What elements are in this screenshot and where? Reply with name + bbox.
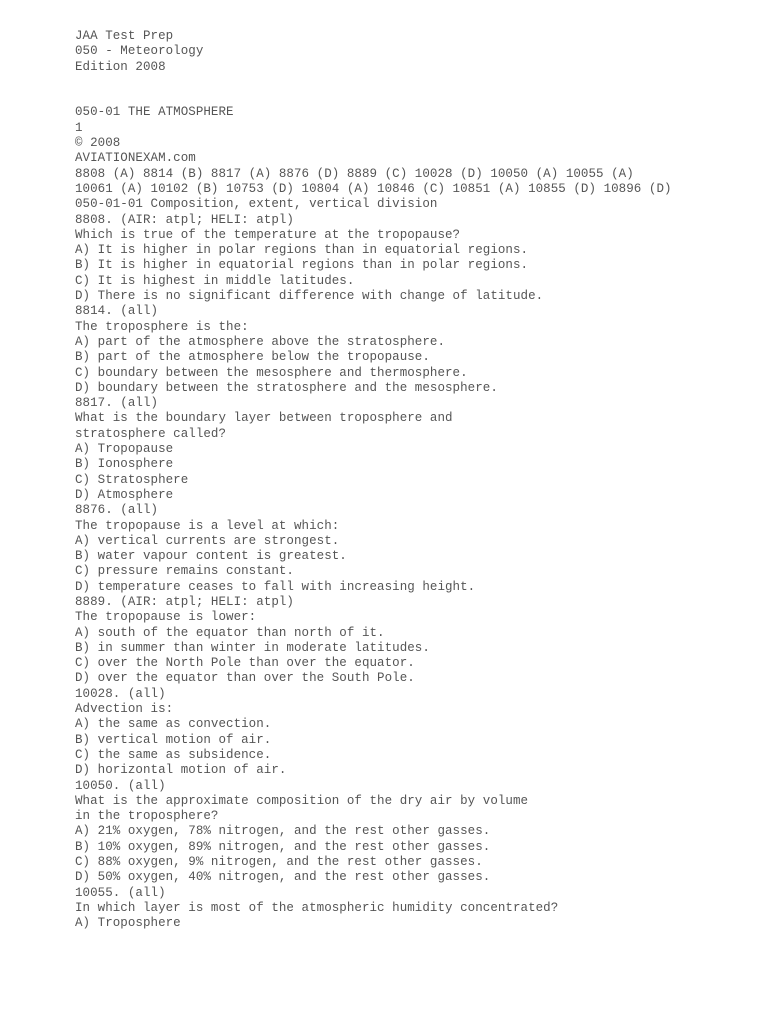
text-line: B) vertical motion of air.: [75, 732, 272, 747]
text-line: A) part of the atmosphere above the stratosphere.: [75, 334, 446, 349]
text-line: The tropopause is a level at which:: [75, 518, 340, 533]
text-line: A) Tropopause: [75, 442, 174, 457]
text-line: A) the same as convection.: [75, 717, 272, 732]
text-line: C) 88% oxygen, 9% nitrogen, and the rest other gasses.: [75, 855, 483, 870]
text-line: A) Troposphere: [75, 916, 181, 931]
text-line: 8808. (AIR: atpl; HELI: atpl): [75, 212, 294, 227]
text-line: 8814. (all): [75, 304, 159, 319]
text-line: Which is true of the temperature at the tropopause?: [75, 227, 461, 242]
text-line: 8808 (A) 8814 (B) 8817 (A) 8876 (D) 8889 (C) 10028 (D) 10050 (A) 10055 (A): [75, 166, 634, 181]
text-line: 050-01-01 Composition, extent, vertical division: [75, 197, 438, 212]
text-line: A) It is higher in polar regions than in equatorial regions.: [75, 243, 529, 258]
text-line: What is the boundary layer between troposphere and: [75, 411, 453, 426]
text-line: B) It is higher in equatorial regions than in polar regions.: [75, 258, 529, 273]
text-line: in the troposphere?: [75, 809, 219, 824]
text-line: D) There is no significant difference with change of latitude.: [75, 289, 544, 304]
text-line: 10050. (all): [75, 778, 166, 793]
text-line: B) 10% oxygen, 89% nitrogen, and the rest other gasses.: [75, 839, 491, 854]
text-line: D) horizontal motion of air.: [75, 763, 287, 778]
text-line: C) Stratosphere: [75, 472, 189, 487]
text-line: A) 21% oxygen, 78% nitrogen, and the rest other gasses.: [75, 824, 491, 839]
text-line: 8817. (all): [75, 396, 159, 411]
text-line: 050 - Meteorology: [75, 44, 204, 59]
text-line: © 2008: [75, 136, 121, 151]
text-line: What is the approximate composition of the dry air by volume: [75, 793, 529, 808]
text-line: 10028. (all): [75, 686, 166, 701]
text-line: stratosphere called?: [75, 426, 227, 441]
text-line: B) water vapour content is greatest.: [75, 549, 347, 564]
text-line: 10055. (all): [75, 885, 166, 900]
text-line: A) south of the equator than north of it.: [75, 625, 385, 640]
text-line: B) Ionosphere: [75, 457, 174, 472]
text-line: D) Atmosphere: [75, 487, 174, 502]
text-line: 1: [75, 120, 83, 135]
text-line: C) over the North Pole than over the equator.: [75, 656, 415, 671]
text-line: JAA Test Prep: [75, 29, 174, 43]
text-line: 050-01 THE ATMOSPHERE: [75, 105, 234, 120]
text-line: C) boundary between the mesosphere and thermosphere.: [75, 365, 468, 380]
text-line: D) 50% oxygen, 40% nitrogen, and the rest other gasses.: [75, 870, 491, 885]
document-page: [75, 29, 755, 932]
text-line: D) over the equator than over the South Pole.: [75, 671, 415, 686]
text-line: C) It is highest in middle latitudes.: [75, 273, 355, 288]
text-line: Advection is:: [75, 702, 174, 717]
text-line: 8889. (AIR: atpl; HELI: atpl): [75, 594, 294, 609]
text-line: B) in summer than winter in moderate latitudes.: [75, 640, 430, 655]
text-line: 10061 (A) 10102 (B) 10753 (D) 10804 (A) 10846 (C) 10851 (A) 10855 (D) 10896 (D): [75, 181, 672, 196]
text-line: B) part of the atmosphere below the tropopause.: [75, 350, 430, 365]
text-line: C) the same as subsidence.: [75, 747, 272, 762]
text-line: [75, 90, 755, 105]
text-line: The troposphere is the:: [75, 319, 249, 334]
text-line: AVIATIONEXAM.com: [75, 151, 196, 166]
text-line: C) pressure remains constant.: [75, 564, 294, 579]
text-line: [75, 75, 755, 90]
text-line: D) boundary between the stratosphere and the mesosphere.: [75, 380, 498, 395]
text-line: A) vertical currents are strongest.: [75, 533, 340, 548]
text-line: Edition 2008: [75, 59, 166, 74]
text-line: In which layer is most of the atmospheric humidity concentrated?: [75, 900, 559, 915]
text-line: D) temperature ceases to fall with increasing height.: [75, 579, 476, 594]
text-line: The tropopause is lower:: [75, 610, 257, 625]
text-line: 8876. (all): [75, 503, 159, 518]
